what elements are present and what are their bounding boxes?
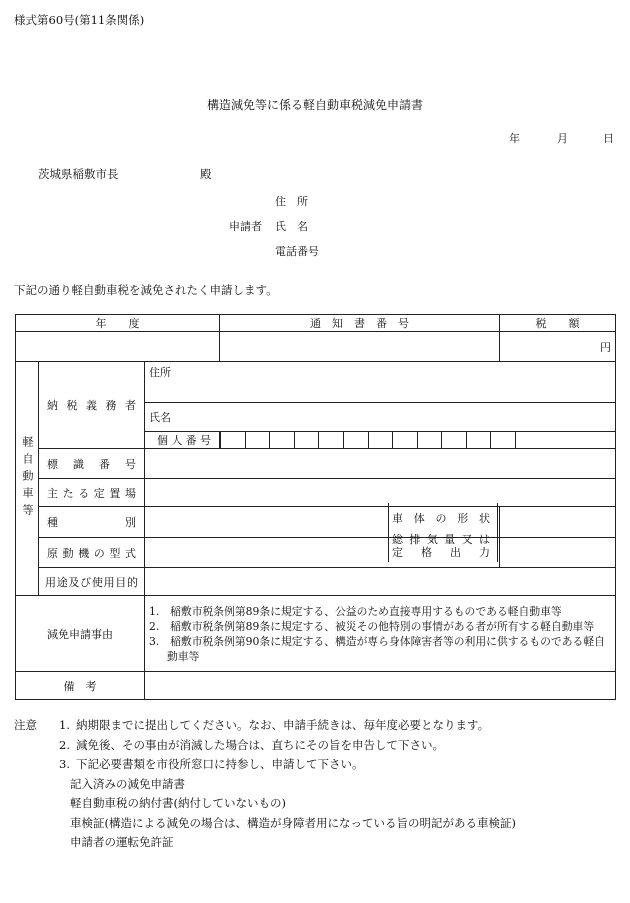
date-day[interactable]: 日 bbox=[603, 132, 614, 145]
location-label: 主たる定置場 bbox=[47, 486, 136, 500]
note-number: 1. bbox=[59, 718, 70, 732]
taxpayer-address-label: 住所 bbox=[149, 366, 171, 379]
required-doc: 軽自動車税の納付書(納付していないもの) bbox=[70, 796, 286, 810]
reason-option-1[interactable]: 1. 稲敷市税条例第89条に規定する、公益のため直接専用するものである軽自動車等 bbox=[149, 604, 562, 618]
required-doc: 車検証(構造による減免の場合は、構造が身障者用になっている旨の明記がある車検証) bbox=[70, 815, 516, 830]
reason-options[interactable] bbox=[145, 596, 616, 672]
notes-section bbox=[14, 716, 516, 853]
applicant-phone-label[interactable]: 電話番号 bbox=[275, 245, 319, 258]
notes-label: 注意 bbox=[14, 718, 37, 732]
displacement-label: 総排気量又は bbox=[392, 533, 490, 546]
date-month[interactable]: 月 bbox=[557, 132, 568, 145]
reason-option-2[interactable]: 2. 稲敷市税条例第89条に規定する、被災その他特別の事情がある者が所有する軽自動車等 bbox=[149, 619, 595, 633]
note-number: 3. bbox=[59, 757, 70, 771]
divider bbox=[497, 503, 498, 562]
date-year[interactable]: 年 bbox=[509, 132, 520, 145]
rated-output-label: 定格出力 bbox=[392, 546, 490, 559]
purpose-label: 用途及び使用目的 bbox=[45, 575, 138, 589]
applicant-label: 申請者 bbox=[229, 220, 262, 233]
taxpayer-address-field[interactable] bbox=[145, 362, 616, 403]
note-text: 下記必要書類を市役所窓口に持参し、申請して下さい。 bbox=[76, 757, 364, 771]
application-table bbox=[15, 314, 616, 700]
year-field[interactable] bbox=[16, 332, 220, 362]
mynumber-boxes[interactable] bbox=[220, 432, 615, 448]
plate-field[interactable] bbox=[145, 449, 616, 479]
note-text: 減免後、その事由が消滅した場合は、直ちにその旨を申告して下さい。 bbox=[76, 737, 444, 752]
displacement-field[interactable] bbox=[500, 538, 616, 568]
purpose-field[interactable] bbox=[145, 568, 616, 596]
yen-unit: 円 bbox=[600, 340, 612, 354]
remarks-label: 備 考 bbox=[16, 672, 145, 700]
body-shape-cell[interactable] bbox=[500, 507, 616, 538]
displacement-label-wrap bbox=[392, 533, 490, 559]
mynumber-label: 個人番号 bbox=[157, 434, 212, 447]
applicant-address-label[interactable]: 住 所 bbox=[275, 195, 308, 208]
taxpayer-label: 納税義務者 bbox=[47, 399, 136, 412]
plate-label: 標識番号 bbox=[47, 457, 136, 471]
reason-option-3[interactable]: 3. 稲敷市税条例第90条に規定する、構造が専ら身体障害者等の利用に供するものである軽自動車等 bbox=[149, 634, 605, 663]
location-field[interactable] bbox=[145, 479, 616, 507]
required-doc: 記入済みの減免申請書 bbox=[70, 776, 185, 791]
type-label: 種別 bbox=[47, 516, 136, 529]
intro-text: 下記の通り軽自動車税を減免されたく申請します。 bbox=[14, 283, 278, 297]
honorific: 殿 bbox=[200, 167, 212, 181]
tax-amount-field[interactable] bbox=[500, 332, 616, 362]
taxpayer-name-field[interactable] bbox=[145, 403, 616, 432]
remarks-field[interactable] bbox=[145, 672, 616, 700]
body-shape-label: 車体の形状 bbox=[392, 512, 490, 525]
note-number: 2. bbox=[59, 737, 70, 752]
taxpayer-name-label: 氏名 bbox=[149, 411, 171, 424]
vehicle-group-label: 軽自動車等 bbox=[16, 362, 39, 596]
mynumber-field[interactable] bbox=[220, 432, 616, 449]
note-text: 納期限までに提出してください。なお、申請手続きは、毎年度必要となります。 bbox=[76, 718, 490, 732]
form-number: 様式第60号(第11条関係) bbox=[14, 13, 145, 27]
addressee: 茨城県稲敷市長 bbox=[38, 167, 119, 181]
notice-number-field[interactable] bbox=[220, 332, 500, 362]
year-header: 年 度 bbox=[16, 315, 220, 332]
body-shape-label-wrap bbox=[392, 510, 490, 526]
reason-label: 減免申請事由 bbox=[16, 596, 145, 672]
engine-label: 原動機の型式 bbox=[47, 546, 136, 560]
required-doc: 申請者の運転免許証 bbox=[70, 835, 174, 849]
tax-header: 税 額 bbox=[500, 315, 616, 332]
divider bbox=[388, 503, 389, 562]
notice-header: 通 知 書 番 号 bbox=[220, 315, 500, 332]
page-title: 構造減免等に係る軽自動車税減免申請書 bbox=[206, 98, 423, 112]
applicant-name-label[interactable]: 氏 名 bbox=[275, 220, 308, 233]
